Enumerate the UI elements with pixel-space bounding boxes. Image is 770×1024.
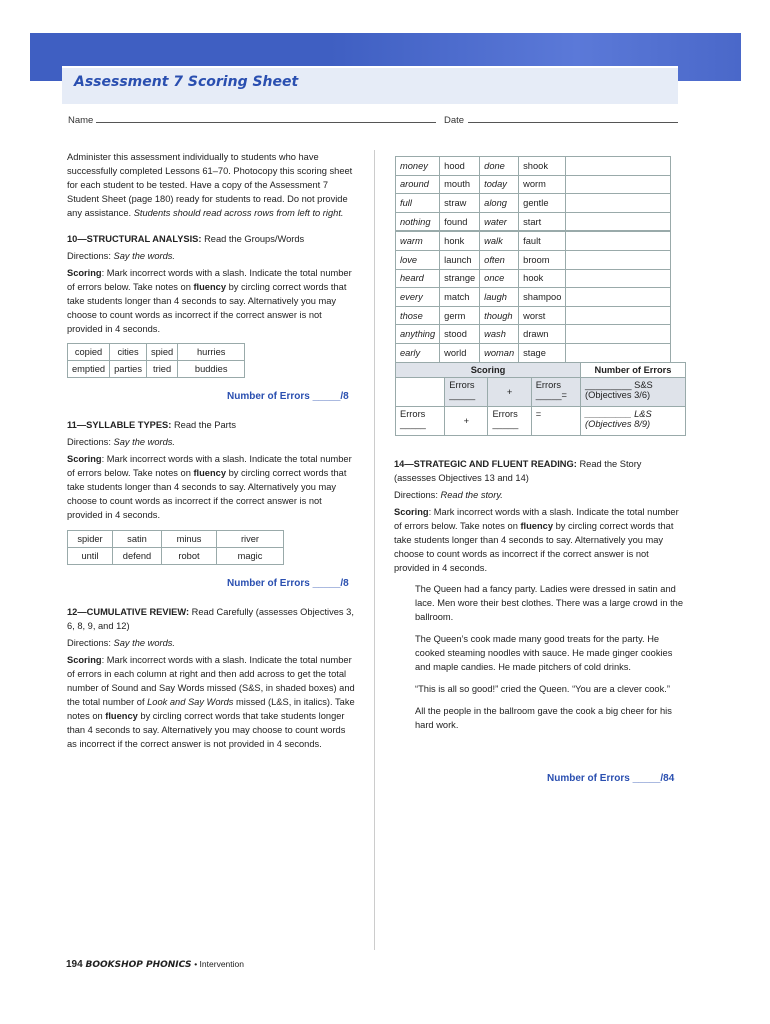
s11-errors: Number of Errors _____/8 xyxy=(227,578,349,589)
page-number: 194 xyxy=(66,959,83,970)
name-field[interactable] xyxy=(96,122,436,123)
story-passage: The Queen had a fancy party. Ladies were dressed in satin and lace. Men wore their best clothes. There was a large crowd in the ballroom. The Queen’s cook made many good treats for the party. He cooked steaming noodles with sauce. He made ginger cookies and maple candies. He made pitchers of cold drinks. “This is all so good!” cried the Queen. “You are a clever cook.” All the people in the ballroom gave the cook a big cheer for his hard work. xyxy=(415,584,684,730)
s11-heading: 11—SYLLABLE TYPES: xyxy=(67,420,172,430)
s10-heading: 10—STRUCTURAL ANALYSIS: xyxy=(67,234,202,244)
section-11: 11—SYLLABLE TYPES: Read the Parts Directions: Say the words. Scoring: Mark incorrect words with a slash. Indicate the total number of errors below. Take notes on fluency by circling correct words that take students longer than 4 seconds to say. Alternatively you may choose to count words as incorrect if the correct answer is not provided in 4 seconds. xyxy=(67,420,352,520)
s12-heading: 12—CUMULATIVE REVIEW: xyxy=(67,607,190,617)
series-name: BOOKSHOP PHONICS xyxy=(85,960,192,970)
s11-word-table: spider satin minus river until defend robot magic xyxy=(67,530,284,565)
column-divider xyxy=(374,150,375,950)
intro-paragraph: Administer this assessment individually to students who have successfully completed Lessons 61–70. Photocopy this scoring sheet for each student to be tested. Have a copy of the Assessment 7 Student Sheet (page 180) ready for students to read. Do not provide any assistance. Students should read across rows from left to right. xyxy=(67,152,353,218)
s12-word-table: money hood done shook around mouth today worm full straw along gentle nothing found water start warm honk walk fault love launch often broom heard strange once hook every match laugh shampoo those germ though worst anything stood wash drawn early world woman stage xyxy=(395,156,671,363)
page-title: Assessment 7 Scoring Sheet xyxy=(74,74,299,90)
s12-scoring-table: Scoring Number of Errors Errors _____ + Errors _____= _________ S&S (Objectives 3/6) Errors _____ + Errors _____ = _________ L&S (Objectives 8/9) xyxy=(395,362,686,436)
section-10: 10—STRUCTURAL ANALYSIS: Read the Groups/Words Directions: Say the words. Scoring: Mark incorrect words with a slash. Indicate the total number of errors below. Take notes on fluency by circling correct words that take students longer than 4 seconds to say. Alternatively you may choose to count words as incorrect if the correct answer is not provided in 4 seconds. xyxy=(67,234,352,334)
s14-heading: 14—STRATEGIC AND FLUENT READING: xyxy=(394,459,577,469)
section-14: 14—STRATEGIC AND FLUENT READING: Read the Story (assesses Objectives 13 and 14) Directions: Read the story. Scoring: Mark incorrect words with a slash. Indicate the total number of errors below. Take notes on fluency by circling correct words that take students longer than 4 seconds to say. Alternatively you may choose to count words as incorrect if the correct answer is not provided in 4 seconds. xyxy=(394,459,679,573)
s14-errors: Number of Errors _____/84 xyxy=(547,773,675,784)
date-field[interactable] xyxy=(468,122,678,123)
date-label: Date xyxy=(444,115,465,126)
page-footer: 194 BOOKSHOP PHONICS • Intervention xyxy=(66,959,244,970)
name-label: Name xyxy=(68,115,94,126)
s10-errors: Number of Errors _____/8 xyxy=(227,391,349,402)
s10-word-table: copied cities spied hurries emptied parties tried buddies xyxy=(67,343,245,378)
section-12: 12—CUMULATIVE REVIEW: Read Carefully (assesses Objectives 3, 6, 8, 9, and 12) Directions: Say the words. Scoring: Mark incorrect words with a slash. Indicate the total number of errors in each column at right and then add across to get the total number of Sound and Say Words missed (S&S, in shaded boxes) and the total number of Look and Say Words missed (L&S, in italics). Take notes on fluency by circling correct words that take students longer than 4 seconds to say. Alternatively you may choose to count words as incorrect if the correct answer is not provided in 4 seconds. xyxy=(67,607,355,749)
